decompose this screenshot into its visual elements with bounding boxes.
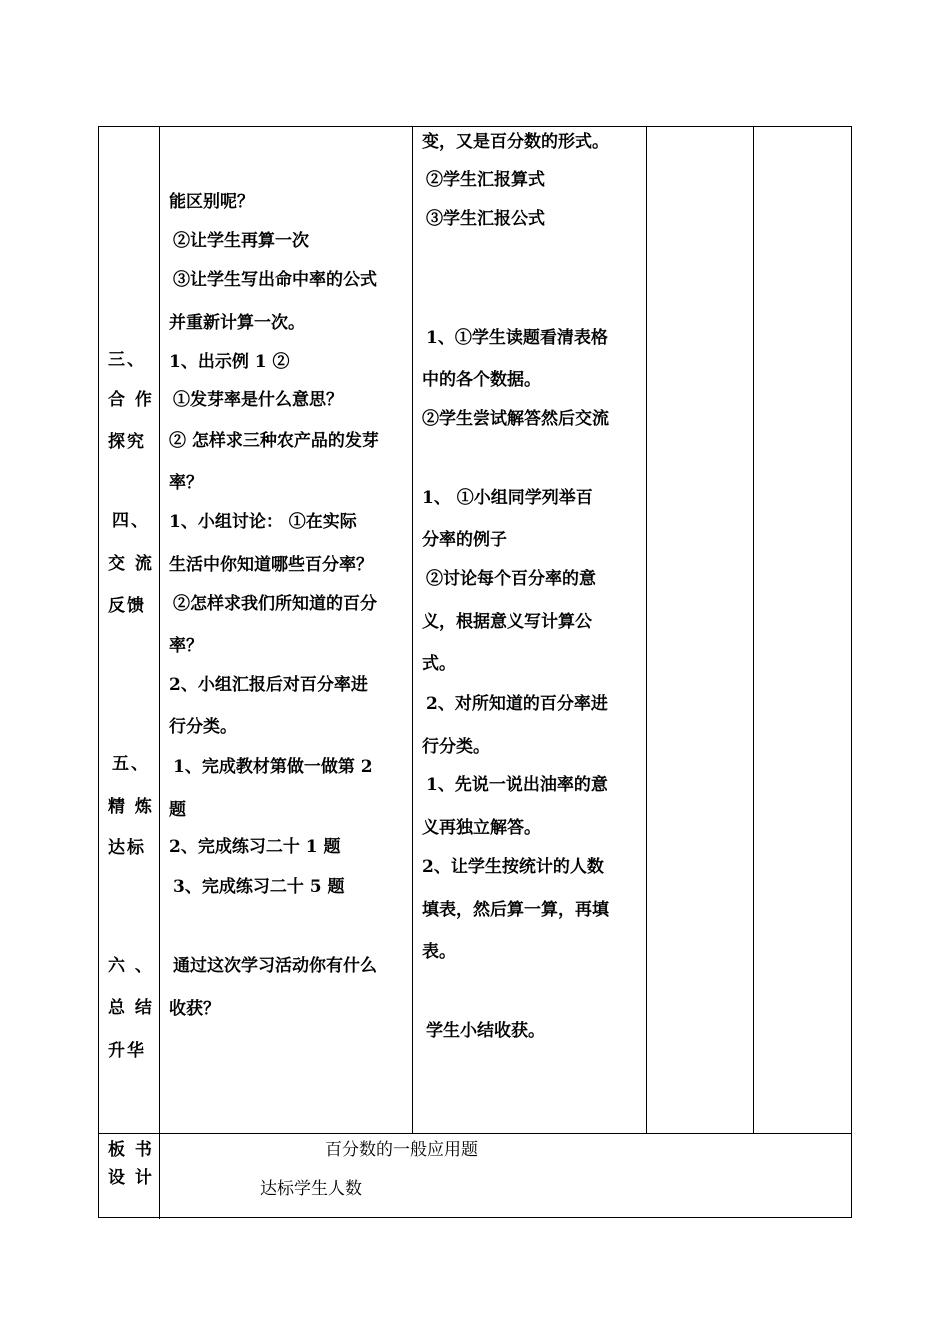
stage-label-3-line2: 合 作 (108, 390, 154, 410)
student-line: 1、①学生读题看清表格 (426, 328, 608, 348)
row-divider-board-design (99, 1133, 851, 1134)
student-line: 1、先说一说出油率的意 (426, 775, 608, 795)
teacher-line: 并重新计算一次。 (169, 313, 305, 333)
stage-label-5-line1: 五、 (112, 754, 150, 774)
stage-label-3-line3: 探究 (108, 432, 146, 452)
student-line: ③学生汇报公式 (426, 209, 545, 229)
teacher-line: 1、小组讨论： ①在实际 (169, 512, 357, 532)
column-divider-1 (159, 127, 160, 1219)
teacher-line: 能区别呢？ (169, 192, 254, 212)
column-divider-2 (412, 127, 413, 1133)
stage-label-6-line3: 升华 (108, 1041, 146, 1061)
teacher-line: ②怎样求我们所知道的百分 (173, 594, 377, 614)
student-line: 义，根据意义写计算公 (422, 612, 592, 632)
student-line: 2、让学生按统计的人数 (422, 857, 604, 877)
teacher-line: ② 怎样求三种农产品的发芽 (169, 431, 379, 451)
stage-label-5-line2: 精 炼 (108, 797, 154, 817)
teacher-line: 1、出示例 1 ② (169, 352, 290, 372)
teacher-line: 2、完成练习二十 1 题 (169, 837, 341, 857)
board-design-line: 达标学生人数 (260, 1179, 362, 1199)
teacher-line: 率？ (169, 473, 203, 493)
student-line: ②讨论每个百分率的意 (426, 569, 596, 589)
teacher-line: 2、小组汇报后对百分率进 (169, 675, 368, 695)
student-line: ②学生尝试解答然后交流 (422, 409, 609, 429)
column-divider-4 (753, 127, 754, 1133)
student-line: 填表，然后算一算，再填 (422, 900, 609, 920)
teacher-line: 3、完成练习二十 5 题 (173, 877, 345, 897)
stage-label-4-line3: 反馈 (108, 596, 146, 616)
teacher-line: 收获？ (169, 999, 220, 1019)
teacher-line: 行分类。 (169, 717, 237, 737)
student-line: 表。 (422, 942, 456, 962)
student-line: 式。 (422, 654, 456, 674)
board-design-title: 百分数的一般应用题 (325, 1140, 478, 1160)
student-line: 分率的例子 (422, 530, 507, 550)
teacher-line: 率？ (169, 636, 203, 656)
student-line: 中的各个数据。 (422, 370, 541, 390)
student-line: 变，又是百分数的形式。 (422, 132, 609, 152)
column-divider-3 (646, 127, 647, 1133)
stage-label-4-line1: 四、 (112, 511, 150, 531)
stage-label-5-line3: 达标 (108, 838, 146, 858)
teacher-line: ①发芽率是什么意思？ (173, 390, 343, 410)
student-line: 2、对所知道的百分率进 (426, 694, 608, 714)
teacher-line: 1、完成教材第做一做第 2 (173, 757, 373, 777)
student-line: 行分类。 (422, 737, 490, 757)
board-design-label-line2: 设 计 (108, 1168, 154, 1188)
student-line: 义再独立解答。 (422, 818, 541, 838)
teacher-line: ③让学生写出命中率的公式 (173, 270, 377, 290)
teacher-line: ②让学生再算一次 (173, 231, 309, 251)
stage-label-6-line2: 总 结 (108, 998, 154, 1018)
teacher-line: 生活中你知道哪些百分率？ (169, 555, 373, 575)
student-line: 1、 ①小组同学列举百 (422, 488, 593, 508)
board-design-label-line1: 板 书 (108, 1140, 154, 1160)
student-line: ②学生汇报算式 (426, 170, 545, 190)
student-line: 学生小结收获。 (426, 1021, 545, 1041)
teacher-line: 通过这次学习活动你有什么 (173, 956, 377, 976)
teacher-line: 题 (169, 800, 186, 820)
stage-label-4-line2: 交 流 (108, 554, 154, 574)
stage-label-6-line1: 六 、 (108, 956, 154, 976)
stage-label-3-line1: 三、 (108, 350, 146, 370)
